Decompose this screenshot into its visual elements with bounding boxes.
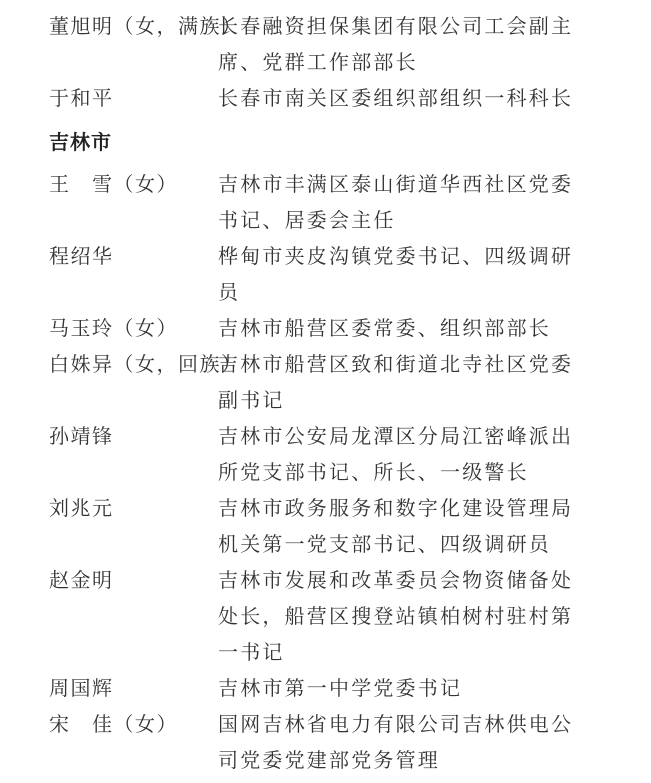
list-item: [0, 80, 651, 116]
list-item: [0, 562, 651, 670]
person-name: 王 雪（女）: [49, 172, 178, 196]
person-title: 吉林市发展和改革委员会物资储备处 处长，船营区搜登站镇柏树村驻村第 一书记: [218, 568, 574, 664]
person-name: 董旭明（女，满族）: [49, 14, 243, 38]
list-item: [0, 490, 651, 562]
list-item: [0, 310, 651, 346]
section-heading: 吉林市: [49, 130, 112, 154]
person-title: 桦甸市夹皮沟镇党委书记、四级调研 员: [218, 244, 574, 304]
person-name: 周国辉: [49, 676, 114, 700]
list-item: [0, 166, 651, 238]
person-name: 刘兆元: [49, 496, 114, 520]
list-item: [0, 8, 651, 80]
list-item: [0, 706, 651, 778]
person-title: 吉林市船营区致和街道北寺社区党委 副书记: [218, 352, 574, 412]
person-title: 长春市南关区委组织部组织一科科长: [218, 86, 574, 110]
list-item: [0, 238, 651, 310]
person-name: 程绍华: [49, 244, 114, 268]
person-name: 孙靖锋: [49, 424, 114, 448]
person-name: 马玉玲（女）: [49, 316, 178, 340]
person-title: 长春融资担保集团有限公司工会副主 席、党群工作部部长: [218, 14, 574, 74]
person-title: 吉林市第一中学党委书记: [218, 676, 463, 700]
list-item: [0, 418, 651, 490]
person-title: 吉林市船营区委常委、组织部部长: [218, 316, 551, 340]
person-name: 白姝异（女，回族）: [49, 352, 243, 376]
entry-list-changchun: [0, 8, 651, 116]
person-title: 吉林市丰满区泰山街道华西社区党委 书记、居委会主任: [218, 172, 574, 232]
list-item: [0, 670, 651, 706]
person-title: 国网吉林省电力有限公司吉林供电公 司党委党建部党务管理: [218, 712, 574, 772]
person-title: 吉林市公安局龙潭区分局江密峰派出 所党支部书记、所长、一级警长: [218, 424, 574, 484]
person-title: 吉林市政务服务和数字化建设管理局 机关第一党支部书记、四级调研员: [218, 496, 574, 556]
person-name: 赵金明: [49, 568, 114, 592]
person-name: 宋 佳（女）: [49, 712, 178, 736]
list-item: [0, 346, 651, 418]
entry-list-jilin: [0, 166, 651, 778]
person-name: 于和平: [49, 86, 114, 110]
